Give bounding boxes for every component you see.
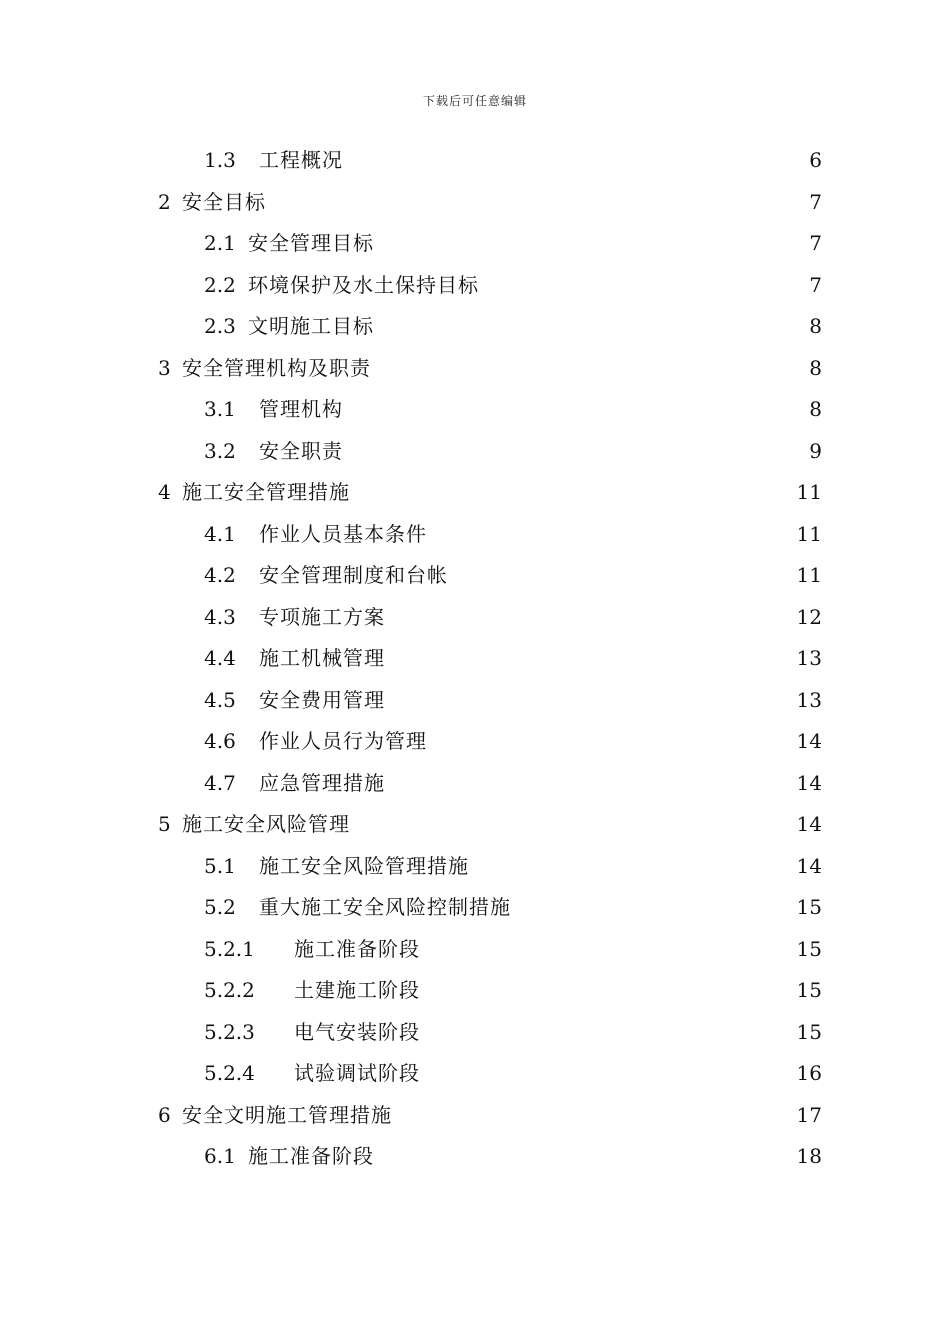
- toc-entry-title: 施工准备阶段: [248, 1144, 374, 1168]
- toc-entry[interactable]: [0, 1012, 950, 1054]
- toc-entry-title: 施工安全风险管理: [182, 812, 350, 836]
- toc-entry-title: 安全管理目标: [248, 231, 374, 255]
- toc-entry-number: 5.2.1: [204, 936, 255, 961]
- toc-entry-page: 11: [796, 480, 822, 504]
- toc-entry-number: 4.1: [204, 521, 236, 546]
- toc-entry[interactable]: [0, 555, 950, 597]
- toc-entry[interactable]: [0, 182, 950, 224]
- toc-entry-page: 14: [796, 770, 822, 795]
- toc-entry-page: 14: [796, 853, 822, 878]
- toc-entry-number: 2.2: [204, 272, 236, 297]
- toc-entry-page: 12: [796, 604, 822, 629]
- toc-entry-page: 14: [796, 812, 822, 836]
- toc-entry-number: 2.1: [204, 231, 236, 255]
- toc-entry-page: 15: [796, 936, 822, 961]
- toc-entry[interactable]: [0, 514, 950, 556]
- toc-entry[interactable]: [0, 306, 950, 348]
- toc-entry-number: 4.3: [204, 604, 236, 629]
- toc-entry-page: 16: [796, 1061, 822, 1085]
- toc-entry-page: 17: [796, 1102, 822, 1127]
- toc-entry[interactable]: [0, 1136, 950, 1178]
- toc-entry-number: 4.4: [204, 646, 236, 670]
- toc-entry[interactable]: [0, 389, 950, 431]
- toc-entry[interactable]: [0, 140, 950, 182]
- toc-entry-number: 5.2.4: [204, 1061, 255, 1085]
- toc-entry-page: 9: [809, 438, 822, 463]
- toc-entry-page: 8: [809, 397, 822, 421]
- toc-entry-page: 18: [796, 1144, 822, 1168]
- toc-entry-title: 重大施工安全风险控制措施: [259, 895, 511, 919]
- toc-entry-number: 4.5: [204, 687, 236, 712]
- toc-entry-number: 4.2: [204, 563, 236, 587]
- toc-entry[interactable]: [0, 597, 950, 639]
- toc-entry[interactable]: [0, 887, 950, 929]
- toc-entry-page: 11: [796, 521, 822, 546]
- toc-entry-page: 15: [796, 978, 822, 1002]
- toc-entry-number: 6: [158, 1102, 171, 1127]
- toc-entry-title: 文明施工目标: [248, 314, 374, 338]
- toc-entry-number: 6.1: [204, 1144, 236, 1168]
- toc-entry-title: 管理机构: [259, 397, 343, 421]
- toc-entry-number: 5.2: [204, 895, 236, 919]
- toc-entry[interactable]: [0, 970, 950, 1012]
- toc-entry-number: 4.6: [204, 729, 236, 753]
- toc-entry-number: 4: [158, 480, 171, 504]
- toc-entry-page: 8: [809, 314, 822, 338]
- toc-entry-number: 3.1: [204, 397, 236, 421]
- page-header: 下载后可任意编辑: [422, 94, 527, 108]
- toc-entry-number: 2.3: [204, 314, 236, 338]
- toc-entry-title: 应急管理措施: [259, 770, 385, 795]
- toc-entry-title: 工程概况: [259, 148, 343, 172]
- toc-entry-page: 6: [809, 148, 822, 172]
- table-of-contents: [0, 140, 950, 1178]
- toc-entry-title: 施工准备阶段: [294, 936, 420, 961]
- toc-entry-title: 安全文明施工管理措施: [182, 1102, 392, 1127]
- toc-entry-title: 土建施工阶段: [294, 978, 420, 1002]
- toc-entry[interactable]: [0, 680, 950, 722]
- toc-entry-title: 安全管理机构及职责: [182, 355, 371, 380]
- toc-entry[interactable]: [0, 1053, 950, 1095]
- toc-entry-page: 13: [796, 687, 822, 712]
- toc-entry-page: 13: [796, 646, 822, 670]
- toc-entry-title: 施工机械管理: [259, 646, 385, 670]
- toc-entry[interactable]: [0, 638, 950, 680]
- toc-entry-page: 15: [796, 1019, 822, 1044]
- toc-entry-title: 安全管理制度和台帐: [259, 563, 448, 587]
- toc-entry-number: 1.3: [204, 148, 236, 172]
- toc-entry-page: 11: [796, 563, 822, 587]
- toc-entry-title: 专项施工方案: [259, 604, 385, 629]
- toc-entry-title: 作业人员基本条件: [259, 521, 427, 546]
- toc-entry-number: 4.7: [204, 770, 236, 795]
- toc-entry-page: 15: [796, 895, 822, 919]
- toc-entry-title: 安全目标: [182, 189, 266, 214]
- toc-entry[interactable]: [0, 431, 950, 473]
- toc-entry-title: 施工安全风险管理措施: [259, 853, 469, 878]
- toc-entry-page: 7: [809, 189, 822, 214]
- toc-entry[interactable]: [0, 804, 950, 846]
- toc-entry-number: 2: [158, 189, 171, 214]
- toc-entry[interactable]: [0, 929, 950, 971]
- toc-entry-page: 8: [809, 355, 822, 380]
- toc-entry-number: 5: [158, 812, 171, 836]
- toc-entry-title: 安全费用管理: [259, 687, 385, 712]
- toc-entry[interactable]: [0, 223, 950, 265]
- toc-entry-number: 5.2.3: [204, 1019, 255, 1044]
- toc-entry-number: 5.2.2: [204, 978, 255, 1002]
- toc-entry[interactable]: [0, 846, 950, 888]
- toc-entry-page: 14: [796, 729, 822, 753]
- toc-entry-title: 安全职责: [259, 438, 343, 463]
- toc-entry[interactable]: [0, 265, 950, 307]
- toc-entry-title: 试验调试阶段: [294, 1061, 420, 1085]
- toc-entry[interactable]: [0, 472, 950, 514]
- toc-entry[interactable]: [0, 763, 950, 805]
- toc-entry-number: 3: [158, 355, 171, 380]
- toc-entry[interactable]: [0, 721, 950, 763]
- toc-entry-title: 环境保护及水土保持目标: [248, 272, 479, 297]
- toc-entry[interactable]: [0, 348, 950, 390]
- toc-entry-page: 7: [809, 231, 822, 255]
- toc-entry[interactable]: [0, 1095, 950, 1137]
- toc-entry-page: 7: [809, 272, 822, 297]
- toc-entry-title: 作业人员行为管理: [259, 729, 427, 753]
- toc-entry-number: 3.2: [204, 438, 236, 463]
- toc-entry-title: 施工安全管理措施: [182, 480, 350, 504]
- toc-entry-title: 电气安装阶段: [294, 1019, 420, 1044]
- toc-entry-number: 5.1: [204, 853, 236, 878]
